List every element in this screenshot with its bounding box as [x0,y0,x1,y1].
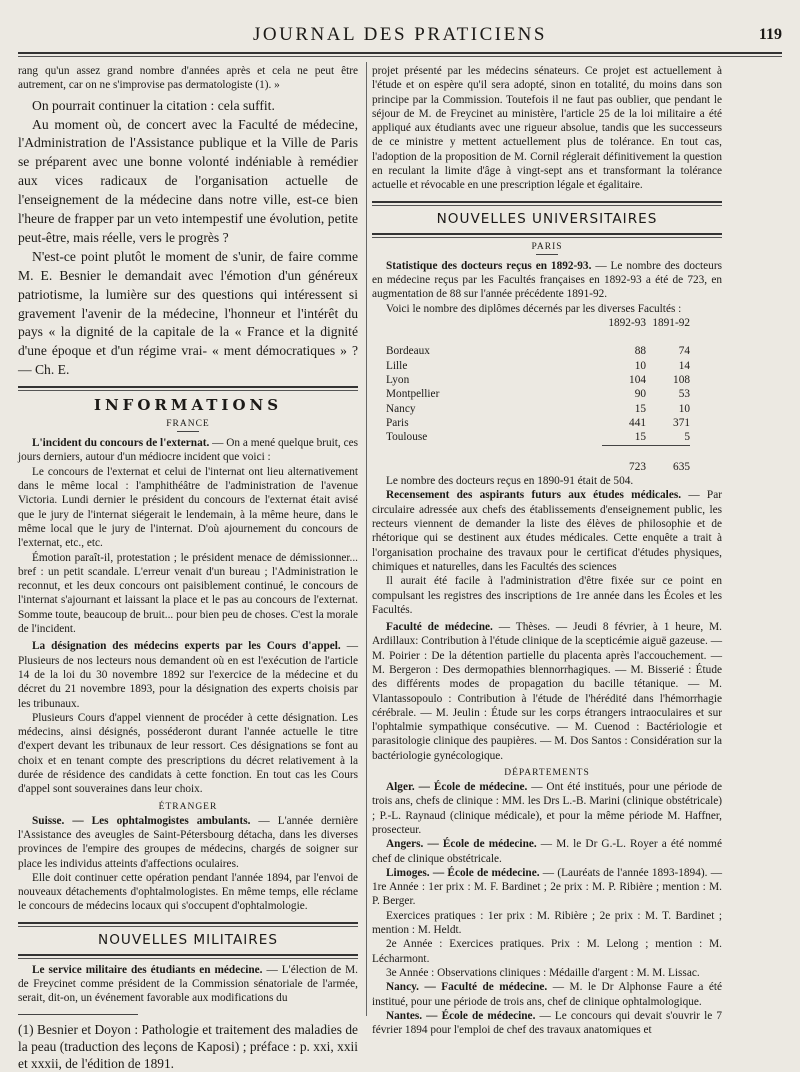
article-heading: L'incident du concours de l'externat. [32,437,210,450]
paragraph: Le nombre des docteurs reçus en 1890-91 était de 504. [386,475,634,488]
subsection-france: FRANCE [166,419,210,430]
paragraph: 3e Année : Observations cliniques : Médaille d'argent : M. M. Lissac. [386,966,700,979]
article-heading: La désignation des médecins experts par les Cours d'appel. [32,640,341,653]
city-cell: Toulouse [386,431,428,444]
section-title-universitaires: NOUVELLES UNIVERSITAIRES [436,210,658,227]
footnote: (1) Besnier et Doyon : Pathologie et traitement des maladies de la peau (traduction des leçons de Kaposi) ; préface : p. xxi, xxii et xxxii, de l'édition de 1891. [18,1021,358,1071]
paragraph: Il aurait été facile à l'administration d'être fixée sur ce point en compulsant les registres des inscriptions de 1re année dans les Écoles et les Facultés. [372,575,722,616]
section-divider [372,201,722,206]
section-title-informations: INFORMATIONS [93,396,283,415]
paragraph: On pourrait continuer la citation : cela suffit. [32,97,275,113]
table-row: Lille 10 14 [386,359,690,372]
article-heading: Recensement des aspirants futurs aux études médicales. [386,489,682,502]
paragraph: N'est-ce point plutôt le moment de s'unir, de faire comme M. E. Besnier le demandait avec l'émotion d'un généreux patriotisme, la lumière sur des questions qui intéressent si gravement l'avenir de la médecine, l'honneur et l'intérêt du pays « la dignité de la capitale de la « France et la dignité d'une époque et d'un régime vrai- « ment démocratiques » ? — Ch. E. [18,248,358,378]
page-header [18,22,782,48]
page-number: 119 [758,26,782,43]
section-title-militaires: NOUVELLES MILITAIRES [98,931,278,948]
right-column [372,64,722,1037]
article-suisse: Suisse. — Les ophtalmogistes ambulants. — L'année dernière l'Assistance des aveugles de Saint-Pétersbourg détacha, dans les diverses provinces de l'empire des groupes de médecins, chargés de soigner sur place les individus atteints d'affections oculaires. [18,814,359,870]
article-heading: Nantes. — École de médecine. [386,1009,536,1022]
total-cell: 635 [673,460,690,473]
section-divider [18,922,358,927]
article-alger: Alger. — École de médecine. — Ont été institués, pour une période de trois ans, chefs de clinique : MM. les Drs L.-B. Marini (clinique obstétricale) ; P.-L. Raynaud (clinique médicale), et pour la même période M. Haffner, prosecteur. [372,781,723,836]
intro-continuation: rang qu'un assez grand nombre d'années après et cela ne peut être autrement, car on ne s'improvise pas dermatologiste (1). » [18,65,358,92]
article-recensement: Recensement des aspirants futurs aux études médicales. — Par circulaire adressée aux chefs des établissements d'enseignement public, les recteurs viennent de demander la liste des élèves de philosophie et de rhétorique qui se destinent aux études médicales. Cette enquête a trait à l'organisation prochaine des travaux pour le certificat d'études physiques, chimiques et naturelles, dans les Facultés des sciences [372,489,722,573]
city-cell: Lille [386,359,408,372]
paragraph: 2e Année : Exercices pratiques. Prix : M. Lelong ; mention : M. Lécharmont. [372,938,722,965]
statistics-table [386,316,690,474]
paragraph: Le concours de l'externat et celui de l'internat ont lieu alternativement dans le même local : l'amphithéâtre de l'administration de l'avenue Victoria. Lundi dernier le président du concours de l'externat était avisé que le jury de l'internat siégerait le lendemain, à la même heure, dans le même local que le jury de l'internat. D'où ajournement du concours de l'externat, etc., etc. [18,465,358,550]
header-rule-thin [18,56,782,57]
paragraph: Voici le nombre des diplômes décernés par les diverses Facultés : [386,302,682,315]
city-cell: Montpellier [386,388,440,401]
paragraph: Émotion paraît-il, protestation ; le président menace de démissionner... bref : un petit scandale. L'erreur venait d'un bureau ; l'Administration le reconnut, et les deux concours ont paisiblement continué, le concours de l'internat s'ajournant et laissant la place et le pas au concours de l'externat. Somme toute, beaucoup de bruit... pour bien peu de choses. C'est la morale de l'incident. [18,551,358,636]
subsection-paris: PARIS [531,241,563,252]
journal-title: JOURNAL DES PRATICIENS [253,24,547,45]
article-heading: Alger. — École de médecine. [386,781,528,794]
table-total-row [386,460,690,474]
city-cell: Lyon [386,374,410,387]
table-header-row [386,316,690,330]
article-nancy: Nancy. — Faculté de médecine. — M. le Dr Alphonse Faure a été institué, pour une période de trois ans, chef de clinique ophtalmologique. [372,981,722,1008]
paragraph: Plusieurs Cours d'appel viennent de procéder à cette désignation. Les médecins, ainsi désignés, posséderont durant l'année actuelle le titre d'expert devant les tribunaux de leur ressort. Ces désignations se font au choix et en tenant compte des prescriptions du décret relativement à la durée de résidence des candidats à cette fonction. En tout cas les Cours d'appel sont souveraines dans leur choix. [18,711,358,796]
article-heading: Suisse. — Les ophtalmogistes ambulants. [32,814,251,827]
article-heading: Le service militaire des étudiants en médecine. [32,963,263,976]
paragraph: Exercices pratiques : 1er prix : M. Ribière ; 2e prix : M. T. Bardinet ; mention : M. Heldt. [372,909,722,937]
table-row: Montpellier 90 53 [386,388,690,401]
article-heading: Nancy. — Faculté de médecine. [386,981,548,994]
article-militaire: Le service militaire des étudiants en médecine. — L'élection de M. de Freycinet comme président de la Commission sénatoriale de l'armée, serait, dit-on, un événement favorable aux modifications du [18,963,358,1005]
column-header: 1892-93 [608,316,646,329]
left-column [18,64,358,1072]
subsection-rule [177,431,199,432]
table-row: Bordeaux 88 74 [386,345,690,358]
section-divider [18,954,358,959]
header-rule [18,52,782,54]
paragraph: Elle doit continuer cette opération pendant l'année 1894, par l'envoi de nouveaux détachements d'ophtalmologistes. En même temps, elle réclame le concours de médecins locaux qui s'occupent d'ophtalmologie. [18,871,358,913]
table-row: Nancy 15 10 [386,402,690,415]
table-row: Toulouse 15 5 [386,431,690,444]
article-statistique: Statistique des docteurs reçus en 1892-93. — Le nombre des docteurs en médecine reçus par les Facultés françaises en 1892-93 a été de 723, en augmentation de 88 sur l'année précédente 1891-92. [372,259,722,301]
article-faculte: Faculté de médecine. — Thèses. — Jeudi 8 février, à 1 heure, M. Ardillaux: Contribution à l'étude clinique de la scepticémie aiguë gazeuse. — M. Poirier : De la détention partielle du placenta après l'accouchement. — M. Bergeron : Des dermopathies blennorrhagiques. — M. Bisserié : Étude des différents modes de propagation du bacille tétanique. — M. Vlantassopoulo : Contribution à l'étude de l'hérédité dans l'hémorrhagie cérébrale. — M. Jeulin : Étude sur les corps étrangers intraoculaires et sur l'ophtalmie sympathique consécutive. — M. Cuenod : Bactériologie et parasitologie clinique des paupières. — M. Dos Santos : Considération sur la bactériologie gynécologique. [372,621,722,762]
article-limoges: Limoges. — École de médecine. — (Lauréats de l'année 1893-1894). — 1re Année : 1er prix : M. F. Bardinet ; 2e prix : M. P. Ribière ; mention : M. P. Berger. [372,866,722,908]
table-row: Paris 441 371 [386,416,690,429]
footnote-rule [18,1014,138,1015]
table-row: Lyon 104 108 [386,374,690,387]
article-nantes: Nantes. — École de médecine. — Le concours qui devait s'ouvrir le 7 février 1894 pour l'emploi de chef des travaux anatomiques et [372,1009,722,1037]
article-heading: Angers. — École de médecine. [386,838,537,851]
city-cell: Bordeaux [386,345,430,358]
city-cell: Paris [386,416,409,429]
article-heading: Limoges. — École de médecine. [386,866,540,879]
section-divider [372,233,722,238]
column-header: 1891-92 [652,316,690,329]
total-cell: 723 [629,460,646,473]
article-incident: L'incident du concours de l'externat. — On a mené quelque bruit, ces jours derniers, autour d'un médiocre incident que voici : [18,437,359,464]
subsection-etranger: ÉTRANGER [158,801,218,812]
paragraph: Au moment où, de concert avec la Faculté de médecine, l'Administration de l'Assistance publique et la Ville de Paris se préparent avec une bonne volonté indéniable à remédier aux vices radicaux de l'organisation actuelle de l'enseignement de la médecine dans notre ville, est-ce bien l'heure de frapper par un veto intempestif une évolution, petite peut-être, mais réelle, vers le progrès ? [18,116,358,245]
subsection-departements: DÉPARTEMENTS [504,768,590,779]
article-heading: Statistique des docteurs reçus en 1892-93. [386,259,592,272]
city-cell: Nancy [386,402,416,415]
column-separator [366,62,367,1016]
subsection-rule [536,254,558,255]
section-divider [18,386,358,391]
article-heading: Faculté de médecine. [386,621,493,634]
article-designation: La désignation des médecins experts par les Cours d'appel. — Plusieurs de nos lecteurs nous demandent où en est l'exécution de l'article 14 de la loi du 30 novembre 1892 sur l'exercice de la médecine et du décret du 21 novembre 1893, pour la désignation des experts choisis par les tribunaux. [18,640,358,710]
continuation-paragraph: projet présenté par les médecins sénateurs. Ce projet est actuellement à l'étude et on espère qu'il sera adopté, sinon en totalité, du moins dans son principe par la Commission. Toutefois il ne faut pas oublier, que pendant le séjour de M. de Freycinet au ministère, l'article 25 de la loi militaire a été appliqué aux étudiants avec une rigueur absolue, tandis que les successeurs de ce ministre y mettent actuellement plus de tolérance. En tout cas, l'adoption de la proposition de M. Cornil réglerait définitivement la question en reculant la limite d'âge à vingt-sept ans et transformant la tolérance actuelle et révocable en une prescription légale et égalitaire. [372,65,722,192]
article-angers: Angers. — École de médecine. — M. le Dr G.-L. Royer a été nommé chef de clinique obstétricale. [372,838,722,865]
